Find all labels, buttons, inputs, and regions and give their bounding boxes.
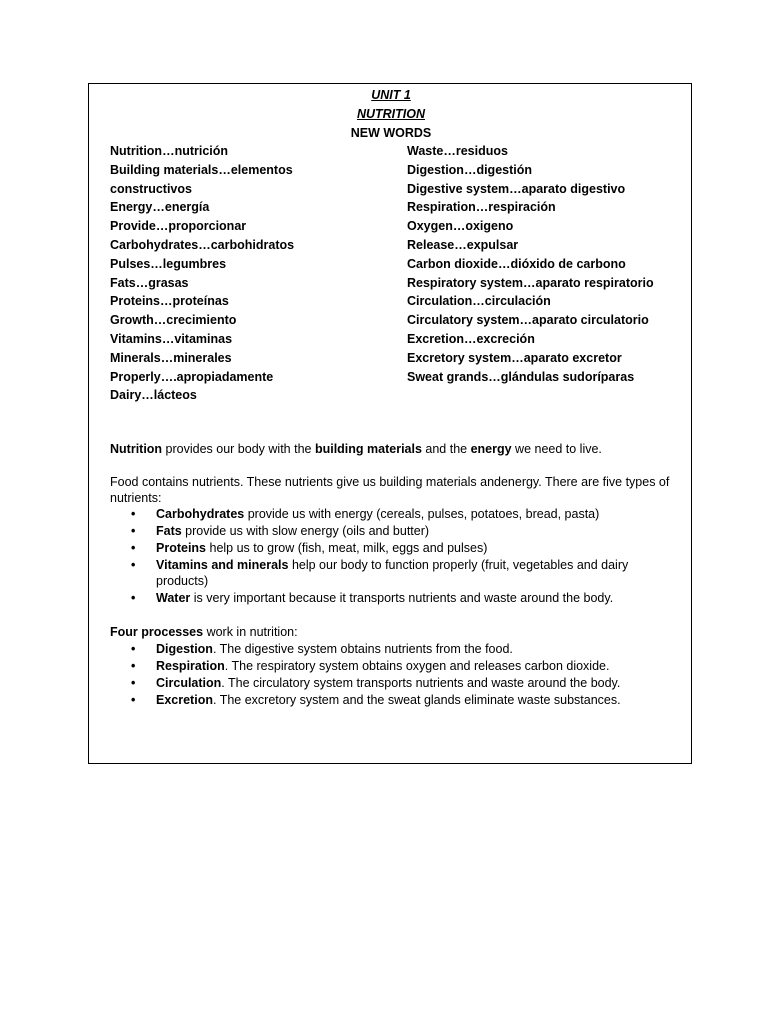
- food-paragraph: Food contains nutrients. These nutrients give us building materials andenergy. There are five types of nutrients:: [110, 475, 670, 506]
- vocab-item: Respiratory system…aparato respiratorio: [407, 275, 654, 290]
- nutrient-term: Fats: [156, 524, 182, 538]
- vocab-item: Excretion…excreción: [407, 331, 535, 346]
- vocab-item: Waste…residuos: [407, 144, 508, 158]
- nutrient-item: [110, 506, 680, 522]
- process-term: Respiration: [156, 659, 225, 673]
- nutrient-description: help us to grow (fish, meat, milk, eggs and pulses): [206, 541, 488, 555]
- nutrient-term: Proteins: [156, 541, 207, 555]
- unit-label: UNIT 1: [371, 88, 411, 102]
- document-title: NUTRITION: [356, 107, 426, 121]
- vocab-item: Circulatory system…aparato circulatorio: [407, 313, 649, 328]
- vocabulary-left-column: [110, 142, 380, 405]
- intro-text: provides our body with the: [162, 442, 315, 456]
- vocab-item: Oxygen…oxigeno: [407, 219, 514, 234]
- vocab-item: Carbohydrates…carbohidratos: [110, 237, 295, 252]
- vocab-item: Fats…grasas: [110, 275, 189, 290]
- vocab-item: Vitamins…vitaminas: [110, 331, 233, 346]
- vocab-item: Digestive system…aparato digestivo: [407, 181, 626, 196]
- nutrient-item: [110, 523, 680, 539]
- processes-heading-text: work in nutrition:: [203, 625, 298, 639]
- nutrient-description: provide us with slow energy (oils and butter): [181, 524, 430, 538]
- vocab-item: Release…expulsar: [407, 237, 519, 252]
- nutrient-description: provide us with energy (cereals, pulses, potatoes, bread, pasta): [244, 507, 600, 521]
- vocab-item: Proteins…proteínas: [110, 294, 229, 309]
- vocab-item: Sweat grands…glándulas sudoríparas: [407, 369, 635, 384]
- process-description: . The respiratory system obtains oxygen and releases carbon dioxide.: [224, 659, 610, 673]
- process-item: [110, 658, 680, 674]
- bullet-icon: •: [131, 541, 136, 555]
- vocab-item: Properly….apropiadamente: [110, 369, 274, 384]
- nutrient-term: Vitamins and minerals: [156, 558, 289, 572]
- bullet-icon: •: [131, 507, 136, 521]
- process-list: [110, 641, 680, 709]
- processes-heading: [110, 624, 680, 640]
- process-item: [110, 675, 680, 691]
- bullet-icon: •: [131, 558, 136, 572]
- bullet-icon: •: [131, 693, 136, 707]
- vocab-item: Provide…proporcionar: [110, 219, 247, 234]
- bullet-icon: •: [131, 676, 136, 690]
- nutrient-term: Water: [156, 591, 191, 606]
- intro-term-nutrition: Nutrition: [110, 442, 163, 456]
- process-description: . The circulatory system transports nutrients and waste around the body.: [221, 676, 621, 690]
- nutrient-item: [110, 540, 680, 556]
- process-term: Digestion: [156, 642, 213, 656]
- nutrient-description: help our body to function properly (fruit, vegetables and dairy products): [156, 558, 629, 589]
- vocab-item: Nutrition…nutrición: [110, 144, 229, 158]
- vocab-item: Carbon dioxide…dióxido de carbono: [407, 256, 626, 271]
- intro-term-energy: energy: [470, 442, 512, 456]
- vocab-item: Pulses…legumbres: [110, 256, 227, 271]
- processes-heading-term: Four processes: [110, 625, 204, 639]
- nutrient-item: [110, 557, 680, 590]
- vocab-item: Excretory system…aparato excretor: [407, 350, 622, 365]
- bullet-icon: •: [131, 659, 136, 673]
- vocab-item: Dairy…lácteos: [110, 388, 197, 403]
- process-item: [110, 641, 680, 657]
- process-description: . The excretory system and the sweat glands eliminate waste substances.: [212, 693, 621, 707]
- intro-term-building-materials: building materials: [314, 442, 422, 456]
- nutrient-description: is very important because it transports nutrients and waste around the body.: [190, 591, 614, 606]
- intro-paragraph: [110, 441, 680, 457]
- process-item: [110, 692, 680, 708]
- vocabulary-right-column: [407, 142, 687, 386]
- intro-text: we need to live.: [511, 442, 602, 456]
- vocab-item: constructivos: [110, 181, 192, 196]
- vocab-item: Building materials…elementos: [110, 162, 293, 177]
- vocab-item: Energy…energía: [110, 200, 210, 215]
- new-words-heading: NEW WORDS: [350, 126, 432, 140]
- process-term: Excretion: [156, 693, 213, 707]
- process-description: . The digestive system obtains nutrients from the food.: [212, 642, 513, 656]
- document-frame: [88, 83, 692, 764]
- bullet-icon: •: [131, 642, 136, 656]
- vocab-item: Circulation…circulación: [407, 294, 551, 309]
- intro-text: and the: [421, 442, 471, 456]
- vocab-item: Growth…crecimiento: [110, 313, 237, 328]
- nutrient-list: [110, 506, 680, 607]
- vocab-item: Minerals…minerales: [110, 350, 232, 365]
- bullet-icon: •: [131, 591, 136, 606]
- bullet-icon: •: [131, 524, 136, 538]
- nutrient-item: [110, 590, 680, 606]
- process-term: Circulation: [156, 676, 222, 690]
- vocab-item: Respiration…respiración: [407, 200, 556, 215]
- vocab-item: Digestion…digestión: [407, 162, 532, 177]
- nutrient-term: Carbohydrates: [156, 507, 245, 521]
